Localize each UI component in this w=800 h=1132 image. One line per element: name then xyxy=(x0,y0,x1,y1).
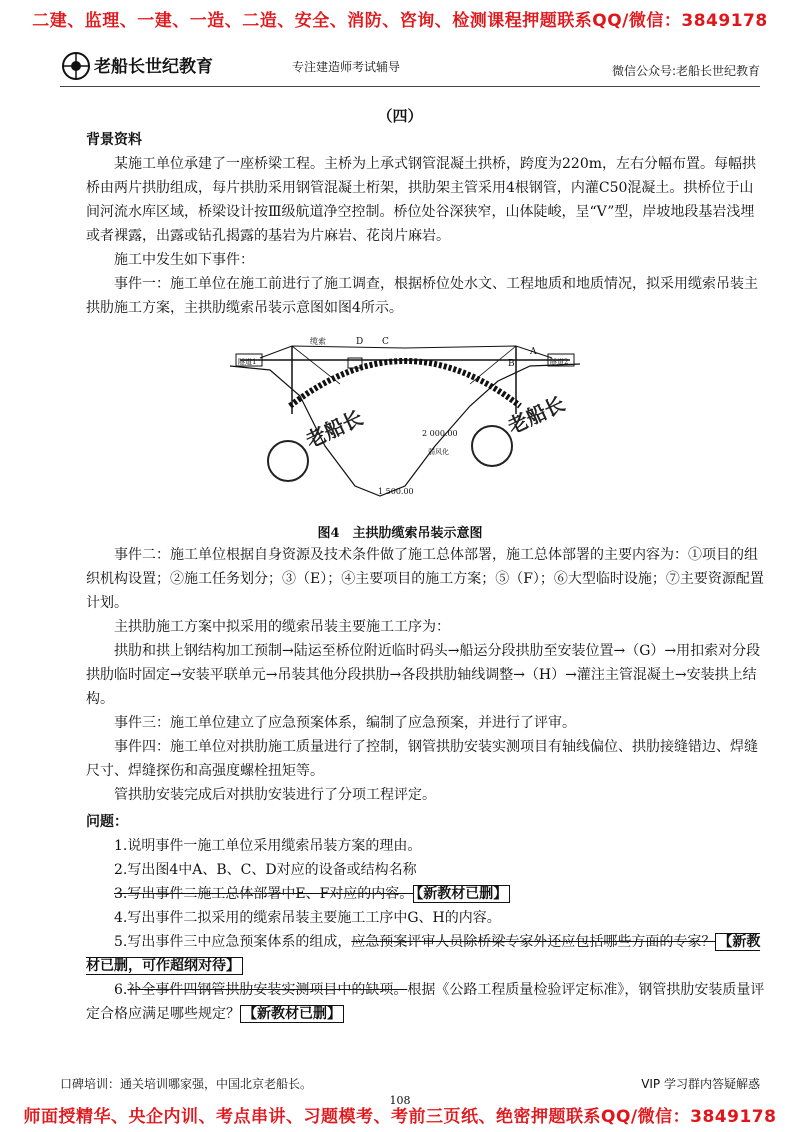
question-6-tag: 【新教材已删】 xyxy=(240,1005,344,1023)
question-6-text: 根据《公路工程质量检验评定标准》，钢管拱肋安装质量评定合格应满足哪些规定？ xyxy=(86,982,765,1022)
watermark-right: 老船长 xyxy=(503,391,569,439)
header-divider xyxy=(60,86,760,87)
label-b: B xyxy=(508,359,515,369)
label-a: A xyxy=(530,347,537,357)
questions-section xyxy=(86,810,766,1026)
questions-label: 问题： xyxy=(86,814,128,830)
event-five: 管拱肋安装完成后对拱肋安装进行了分项工程评定。 xyxy=(114,787,436,803)
brand-logo xyxy=(60,50,280,82)
seal-left-icon xyxy=(268,441,308,481)
question-5-struck: 应急预案评审人员除桥梁专家外还应包括哪些方面的专家？ xyxy=(351,934,716,950)
label-right-abutment: 隧道2 xyxy=(550,358,569,366)
question-5-tag: 【新教材已删，可作超纲对待】 xyxy=(86,934,761,974)
page-number: 108 xyxy=(389,1094,411,1107)
watermark-left: 老船长 xyxy=(301,405,367,453)
event-four: 事件四：施工单位对拱肋施工质量进行了控制，钢管拱肋安装实测项目有轴线偏位、拱肋接缝错边、焊缝尺寸、焊缝探伤和高强度螺栓扭矩等。 xyxy=(86,739,758,779)
label-elevation-1500: 1 500.00 xyxy=(378,487,414,496)
bottom-promo-banner: 师面授精华、央企内训、考点串讲、习题模考、考前三页纸、绝密押题联系QQ/微信：3849178 xyxy=(23,1107,777,1127)
question-5 xyxy=(86,930,766,978)
process-steps: 拱肋和拱上钢结构加工预制→陆运至桥位附近临时码头→船运分段拱肋至安装位置→（G）→用扣索对分段拱肋临时固定→安装平联单元→吊装其他分段拱肋→各段拱肋轴线调整→（H）→灌注主管混凝土→安装拱上结构。 xyxy=(86,643,761,707)
question-4: 4.写出事件二拟采用的缆索吊装主要施工工序中G、H的内容。 xyxy=(114,910,501,926)
label-d: D xyxy=(356,337,364,347)
header-tagline: 专注建造师考试辅导 xyxy=(292,60,401,74)
question-3 xyxy=(86,882,766,906)
event-one: 事件一：施工单位在施工前进行了施工调查，根据桥位处水文、工程地质和地质情况，拟采用缆索吊装主拱肋施工方案，主拱肋缆索吊装示意图如图4所示。 xyxy=(86,276,758,316)
top-promo-banner: 二建、监理、一建、一造、二造、安全、消防、咨询、检测课程押题联系QQ/微信：3849178 xyxy=(32,11,768,31)
question-6-struck: 补全事件四钢管拱肋安装实测项目中的缺项。 xyxy=(127,982,408,998)
process-intro: 主拱肋施工方案中拟采用的缆索吊装主要施工工序为： xyxy=(114,619,450,635)
events-intro: 施工中发生如下事件： xyxy=(114,252,254,268)
label-elevation-2000: 2 000.00 xyxy=(422,429,458,438)
footer-vip: VIP 学习群内答疑解惑 xyxy=(641,1077,760,1091)
question-2: 2.写出图4中A、B、C、D对应的设备或结构名称 xyxy=(114,862,417,878)
background-section xyxy=(86,128,766,320)
event-two: 事件二：施工单位根据自身资源及技术条件做了施工总体部署，施工总体部署的主要内容为：①项目的组织机构设置；②施工任务划分；③（E）；④主要项目的施工方案；⑤（F）；⑥大型临时设施；⑦主要资源配置计划。 xyxy=(86,547,764,611)
seal-right-icon xyxy=(472,426,512,466)
page-header xyxy=(60,50,760,90)
question-6-prefix: 6. xyxy=(114,982,128,998)
section-title: （四） xyxy=(377,107,423,125)
question-1: 1.说明事件一施工单位采用缆索吊装方案的理由。 xyxy=(114,838,422,854)
event-three: 事件三：施工单位建立了应急预案体系，编制了应急预案，并进行了评审。 xyxy=(114,715,576,731)
footer-slogan: 口碑培训：通关培训哪家强，中国北京老船长。 xyxy=(60,1077,313,1091)
question-3-struck: 3.写出事件二施工总体部署中E、F对应的内容。 xyxy=(114,886,414,902)
background-label: 背景资料 xyxy=(86,132,142,148)
question-5-text: 5.写出事件三中应急预案体系的组成， xyxy=(114,934,352,950)
events-section xyxy=(86,543,766,807)
cable-hoisting-diagram xyxy=(230,336,580,514)
label-cable: 缆索 xyxy=(310,337,326,346)
label-left-abutment: 隧道1 xyxy=(238,358,257,366)
question-3-tag: 【新教材已删】 xyxy=(413,885,510,903)
background-para: 某施工单位承建了一座桥梁工程。主桥为上承式钢管混凝土拱桥，跨度为220m，左右分幅布置。每幅拱桥由两片拱肋组成，每片拱肋采用钢管混凝土桁架，拱肋架主管采用4根钢管，内灌C50混凝土。拱桥位于山间河流水库区域，桥梁设计按Ⅲ级航道净空控制。桥位处谷深狭窄，山体陡峻，呈“V”型，岸坡地段基岩浅埋或者裸露，出露或钻孔揭露的基岩为片麻岩、花岗片麻岩。 xyxy=(86,156,756,244)
figure-caption: 图4 主拱肋缆索吊装示意图 xyxy=(317,526,483,541)
header-wechat: 微信公众号:老船长世纪教育 xyxy=(611,64,760,78)
label-rock: 弱风化 xyxy=(428,448,449,456)
brand-logo-text: 老船长世纪教育 xyxy=(94,57,213,77)
label-c: C xyxy=(382,337,389,347)
question-6 xyxy=(86,978,766,1026)
